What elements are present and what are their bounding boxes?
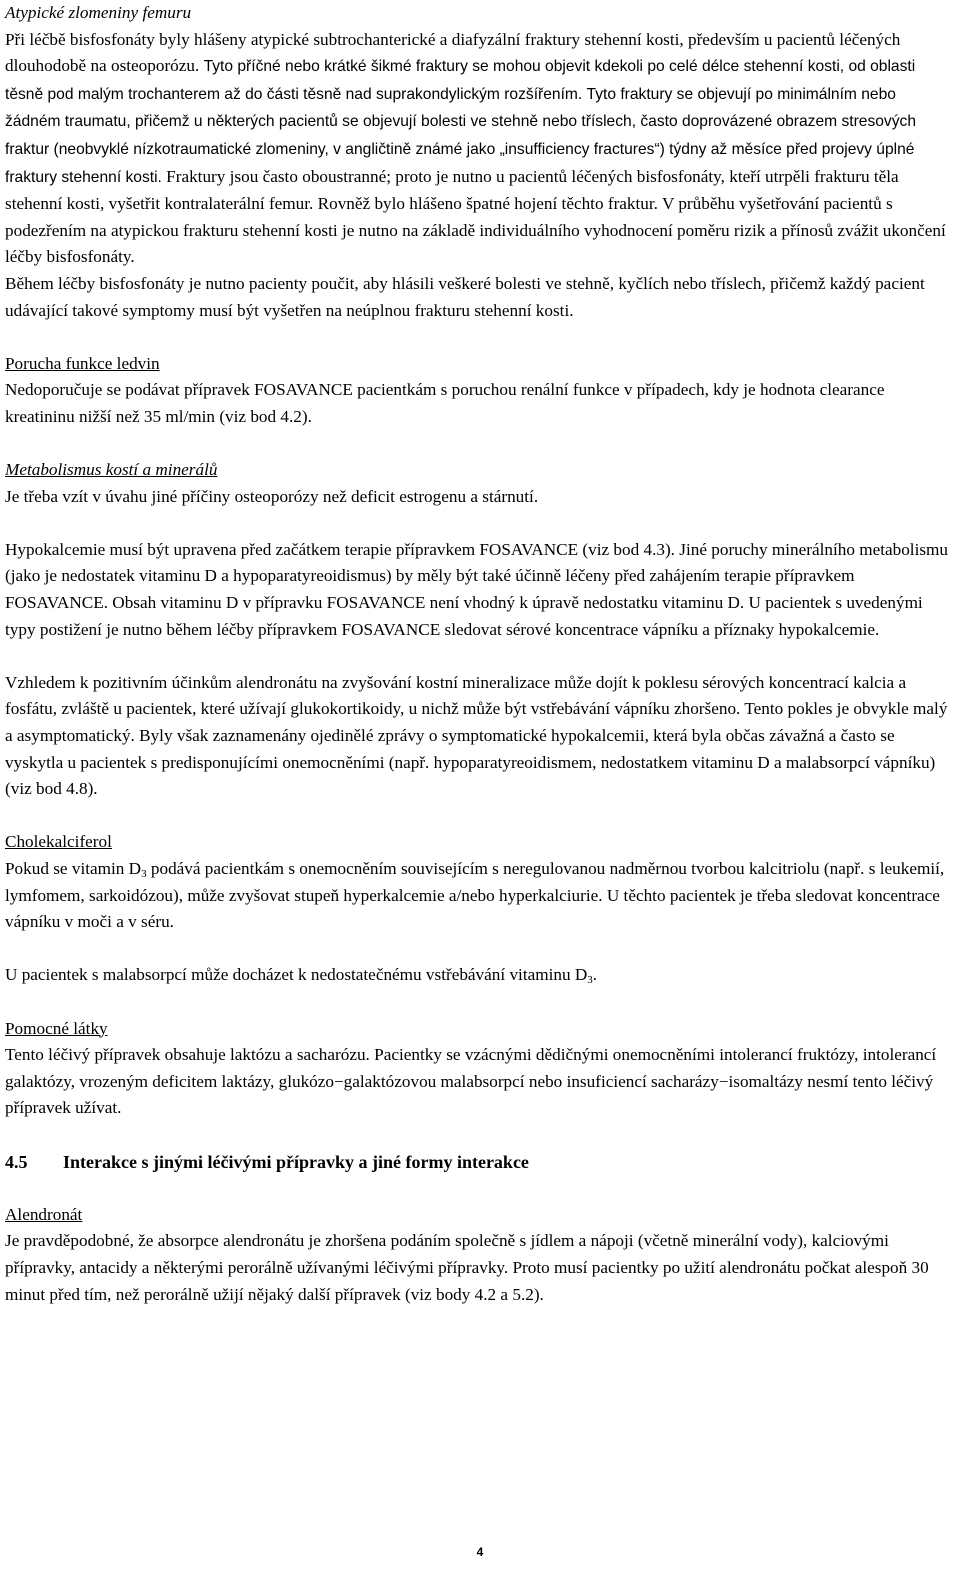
document-page — [5, 0, 955, 1308]
alendronate-heading: Alendronát — [5, 1204, 83, 1224]
metabolism-paragraph-2: Hypokalcemie musí být upravena před začátkem terapie přípravkem FOSAVANCE (viz bod 4.3). Jiné poruchy minerálního metabolismu (jako je nedostatek vitaminu D a hypoparatyreoidismus) by měly být také účinně léčeny před zahájením terapie přípravkem FOSAVANCE. Obsah vitaminu D v přípravku FOSAVANCE není vhodný k úpravě nedostatku vitaminu D. U pacientek s uvedenými typy postižení je nutno během léčby přípravkem FOSAVANCE sledovat sérové koncentrace vápníku a příznaky hypokalcemie. — [5, 539, 949, 639]
femur-paragraph-1 — [5, 27, 955, 271]
chole-p1-start: Pokud se vitamin D — [5, 859, 142, 878]
spacer — [5, 1175, 955, 1202]
spacer — [5, 431, 955, 458]
spacer — [5, 643, 955, 670]
spacer — [5, 324, 955, 351]
metabolism-heading: Metabolismus kostí a minerálů — [5, 460, 218, 480]
chole-p1-end: podává pacientkám s onemocněním souvisejícím s neregulovanou nadměrnou tvorbou kalcitriolu (např. s leukemií, lymfomem, sarkoidózou), může zvyšovat stupeň hyperkalcemie a/nebo hyperkalciurie. U těchto pacientek je třeba sledovat koncentrace vápníku v moči a v séru. — [5, 859, 945, 932]
femur-heading: Atypické zlomeniny femuru — [5, 3, 192, 22]
chole-p2-end: . — [592, 965, 598, 985]
spacer — [5, 1122, 955, 1149]
section-number: 4.5 — [5, 1151, 28, 1172]
chole-p1-subscript: 3 — [141, 868, 147, 880]
chole-p2-subscript: 3 — [587, 974, 593, 987]
chole-p2-start: U pacientek s malabsorpcí může docházet k nedostatečnému vstřebávání vitaminu D — [5, 965, 588, 985]
femur-paragraph-2: Během léčby bisfosfonáty je nutno pacienty poučit, aby hlásili veškeré bolesti ve stehně, kyčlích nebo tříslech, přičemž každý pacient udávající takové symptomy musí být vyšetřen na neúplnou frakturu stehenní kosti. — [5, 273, 925, 320]
cholecalciferol-heading: Cholekalciferol — [5, 832, 112, 852]
spacer — [5, 936, 955, 963]
section-title — [5, 1149, 955, 1176]
femur-p1-sans: Tyto příčné nebo krátké šikmé fraktury se mohou objevit kdekoli po celé délce stehenní kosti, od oblasti těsně pod malým trochanterem až do části těsně nad suprakondylickým rozšířením. — [5, 58, 916, 103]
cholecalciferol-paragraph-1 — [5, 856, 955, 936]
section-title-text: Interakce s jinými léčivými přípravky a jiné formy interakce — [63, 1151, 529, 1172]
alendronate-paragraph: Je pravděpodobné, že absorpce alendronátu je zhoršena podáním společně s jídlem a nápoji (včetně minerální vody), kalciovými přípravky, antacidy a některými perorálně užívanými léčivými přípravky. Proto musí pacientky po užití alendronátu počkat alespoň 30 minut před tím, než perorálně užijí nějaký další přípravek (viz body 4.2 a 5.2). — [5, 1231, 929, 1304]
metabolism-paragraph-1: Je třeba vzít v úvahu jiné příčiny osteoporózy než deficit estrogenu a stárnutí. — [5, 486, 539, 506]
spacer — [5, 510, 955, 537]
renal-heading: Porucha funkce ledvin — [5, 353, 160, 373]
femur-p1-sans-cont: Tyto fraktury se objevují po minimálním nebo žádném traumatu, přičemž u některých pacientů se objevují bolesti ve stehně nebo tříslech, často doprovázené obrazem stresových fraktur (neobvyklé nízkotraumatické zlomeniny, v angličtině známé jako „insufficiency fractures“) týdny až měsíce před projevy úplné fraktury stehenní kosti. — [5, 85, 916, 186]
page-number: 4 — [476, 1545, 484, 1559]
femur-p1-serif-a: Při léčbě bisfosfonáty byly hlášeny atypické subtrochanterické a diafyzální fraktury stehenní kosti, především u pacientů léčených dlouhodobě na osteoporózu. — [5, 29, 901, 76]
cholecalciferol-paragraph-2 — [5, 962, 955, 989]
metabolism-paragraph-3: Vzhledem k pozitivním účinkům alendronátu na zvyšování kostní mineralizace může dojít k poklesu sérových koncentrací kalcia a fosfátu, zvláště u pacientek, které užívají glukokortikoidy, u nichž může být vstřebávání vápníku zhoršeno. Tento pokles je obvykle malý a asymptomatický. Byly však zaznamenány ojedinělé zprávy o symptomatické hypokalcemii, která byla občas závažná a často se vyskytla u pacientek s predisponujícími onemocněními (např. hypoparatyreoidismem, nedostatkem vitaminu D a malabsorpcí vápníku) (viz bod 4.8). — [5, 672, 948, 799]
excipients-paragraph: Tento léčivý přípravek obsahuje laktózu a sacharózu. Pacientky se vzácnými dědičnými onemocněními intolerancí fruktózy, intolerancí galaktózy, vrozeným deficitem laktázy, glukózo−galaktózovou malabsorpcí nebo insuficiencí sacharázy−isomaltázy nesmí tento léčivý přípravek užívat. — [5, 1045, 937, 1118]
excipients-heading: Pomocné látky — [5, 1018, 108, 1038]
spacer — [5, 989, 955, 1016]
spacer — [5, 803, 955, 830]
renal-paragraph: Nedoporučuje se podávat přípravek FOSAVANCE pacientkám s poruchou renální funkce v případech, kdy je hodnota clearance kreatininu nižší než 35 ml/min (viz bod 4.2). — [5, 380, 885, 426]
femur-p1-serif-b: Fraktury jsou často oboustranné; proto je nutno u pacientů léčených bisfosfonáty, kteří utrpěli frakturu těla stehenní kosti, vyšetřit kontralaterální femur. Rovněž bylo hlášeno špatné hojení těchto fraktur. V průběhu vyšetřování pacientů s podezřením na atypickou frakturu stehenní kosti je nutno na základě individuálního vyhodnocení poměru rizik a přínosů zvážit ukončení léčby bisfosfonáty. — [5, 166, 946, 267]
